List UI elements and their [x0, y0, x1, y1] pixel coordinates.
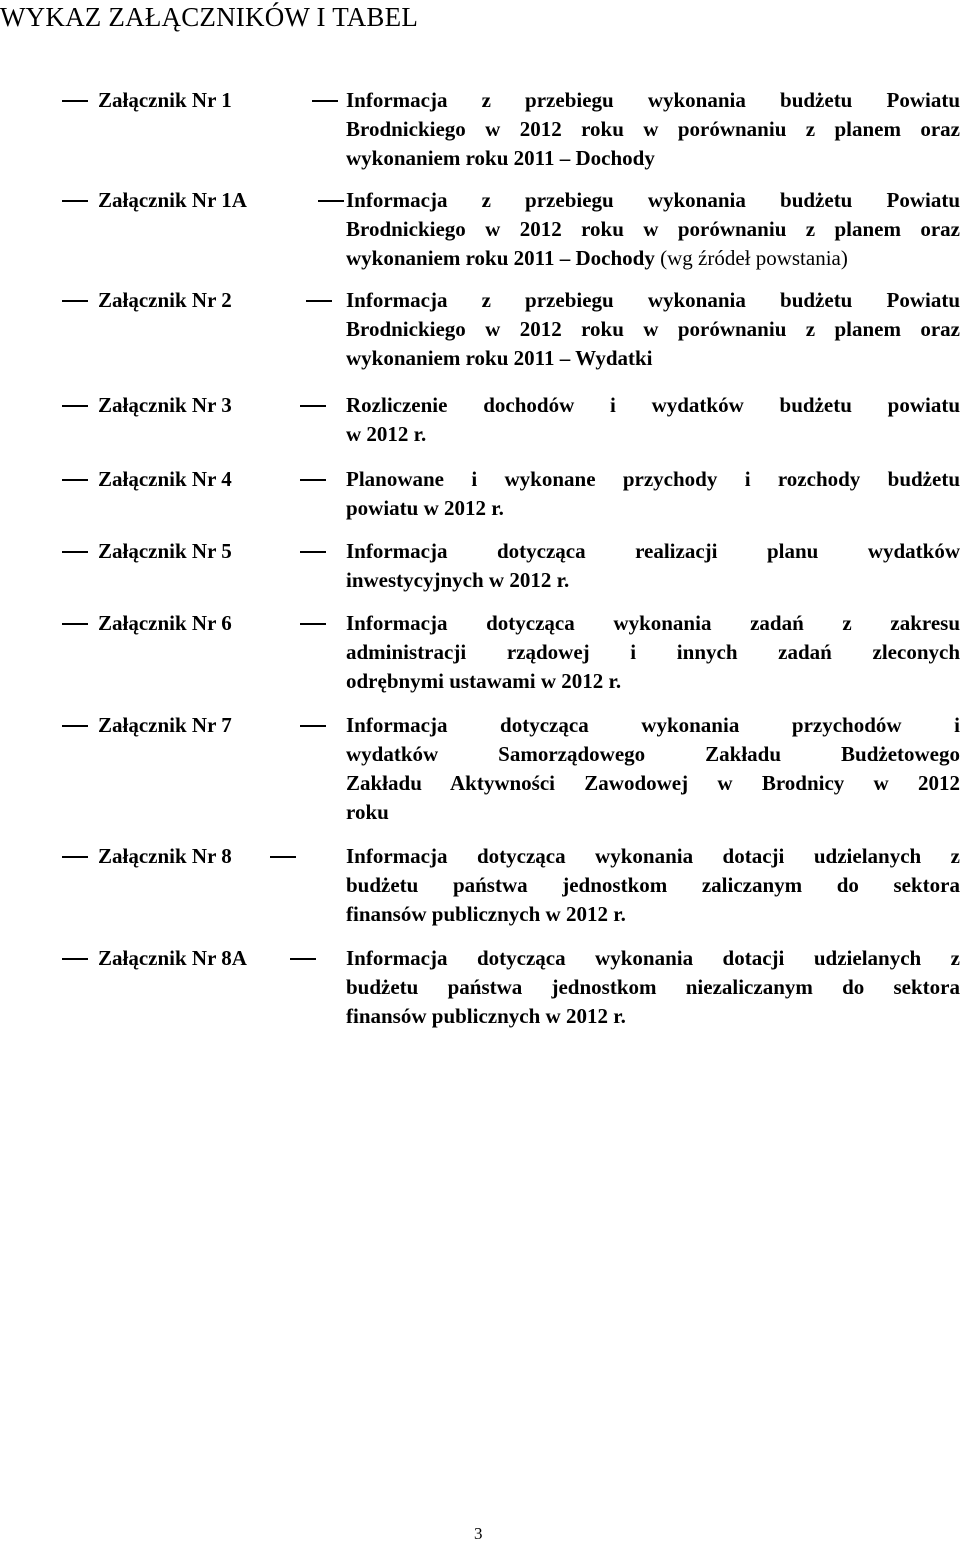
description-line: wydatków Samorządowego Zakładu Budżetowego	[346, 742, 960, 766]
attachment-description	[346, 711, 960, 827]
description-line: wykonaniem roku 2011 – Dochody	[346, 146, 655, 170]
bullet-dash	[62, 551, 88, 553]
description-line: odrębnymi ustawami w 2012 r.	[346, 669, 622, 693]
description-suffix: (wg źródeł powstania)	[654, 246, 848, 270]
separator-dash	[300, 623, 326, 625]
separator-dash	[300, 405, 326, 407]
separator-dash	[300, 551, 326, 553]
bullet-dash	[62, 958, 88, 960]
attachment-label: Załącznik Nr 8	[98, 844, 232, 868]
description-line: wykonaniem roku 2011 – Dochody	[346, 246, 655, 270]
separator-dash	[290, 958, 316, 960]
attachment-description	[346, 286, 960, 373]
description-line: Brodnickiego w 2012 roku w porównaniu z planem oraz	[346, 217, 960, 241]
bullet-dash	[62, 100, 88, 102]
description-line: Informacja dotycząca wykonania przychodów i	[346, 713, 960, 737]
description-line: roku	[346, 800, 389, 824]
description-line: Informacja z przebiegu wykonania budżetu Powiatu	[346, 88, 960, 112]
description-line: Zakładu Aktywności Zawodowej w Brodnicy w 2012	[346, 771, 960, 795]
description-line: Informacja z przebiegu wykonania budżetu Powiatu	[346, 188, 960, 212]
attachment-label: Załącznik Nr 2	[98, 288, 232, 312]
separator-dash	[318, 200, 344, 202]
description-line: Informacja dotycząca wykonania dotacji udzielanych z	[346, 844, 960, 868]
attachment-description	[346, 86, 960, 173]
description-line: finansów publicznych w 2012 r.	[346, 1004, 626, 1028]
description-line: Informacja dotycząca wykonania zadań z zakresu	[346, 611, 960, 635]
description-line: Brodnickiego w 2012 roku w porównaniu z planem oraz	[346, 117, 960, 141]
attachment-label: Załącznik Nr 6	[98, 611, 232, 635]
separator-dash	[270, 856, 296, 858]
attachment-description	[346, 842, 960, 929]
page-title: WYKAZ ZAŁĄCZNIKÓW I TABEL	[0, 2, 419, 32]
separator-dash	[312, 100, 338, 102]
description-line: administracji rządowej i innych zadań zleconych	[346, 640, 960, 664]
description-line: budżetu państwa jednostkom zaliczanym do sektora	[346, 873, 960, 897]
bullet-dash	[62, 300, 88, 302]
bullet-dash	[62, 725, 88, 727]
attachment-label: Załącznik Nr 1A	[98, 188, 247, 212]
description-line: Planowane i wykonane przychody i rozchody budżetu	[346, 467, 960, 491]
attachment-label: Załącznik Nr 5	[98, 539, 232, 563]
description-line: powiatu w 2012 r.	[346, 496, 504, 520]
description-line: Rozliczenie dochodów i wydatków budżetu powiatu	[346, 393, 960, 417]
attachment-label: Załącznik Nr 1	[98, 88, 232, 112]
description-line: w 2012 r.	[346, 422, 427, 446]
page-number: 3	[474, 1524, 483, 1543]
description-line: Brodnickiego w 2012 roku w porównaniu z planem oraz	[346, 317, 960, 341]
attachment-description	[346, 609, 960, 696]
attachment-label: Załącznik Nr 4	[98, 467, 232, 491]
separator-dash	[300, 725, 326, 727]
description-line: Informacja dotycząca wykonania dotacji udzielanych z	[346, 946, 960, 970]
description-line: Informacja z przebiegu wykonania budżetu Powiatu	[346, 288, 960, 312]
description-line: Informacja dotycząca realizacji planu wydatków	[346, 539, 960, 563]
attachment-label: Załącznik Nr 7	[98, 713, 232, 737]
separator-dash	[300, 479, 326, 481]
attachment-description	[346, 186, 960, 273]
separator-dash	[306, 300, 332, 302]
description-line: inwestycyjnych w 2012 r.	[346, 568, 570, 592]
attachment-label: Załącznik Nr 8A	[98, 946, 247, 970]
bullet-dash	[62, 856, 88, 858]
attachment-description	[346, 391, 960, 449]
attachment-description	[346, 465, 960, 523]
description-line: budżetu państwa jednostkom niezaliczanym do sektora	[346, 975, 960, 999]
bullet-dash	[62, 623, 88, 625]
attachment-description	[346, 537, 960, 595]
description-line: wykonaniem roku 2011 – Wydatki	[346, 346, 653, 370]
bullet-dash	[62, 200, 88, 202]
attachment-label: Załącznik Nr 3	[98, 393, 232, 417]
attachment-description	[346, 944, 960, 1031]
bullet-dash	[62, 479, 88, 481]
description-line: finansów publicznych w 2012 r.	[346, 902, 626, 926]
bullet-dash	[62, 405, 88, 407]
